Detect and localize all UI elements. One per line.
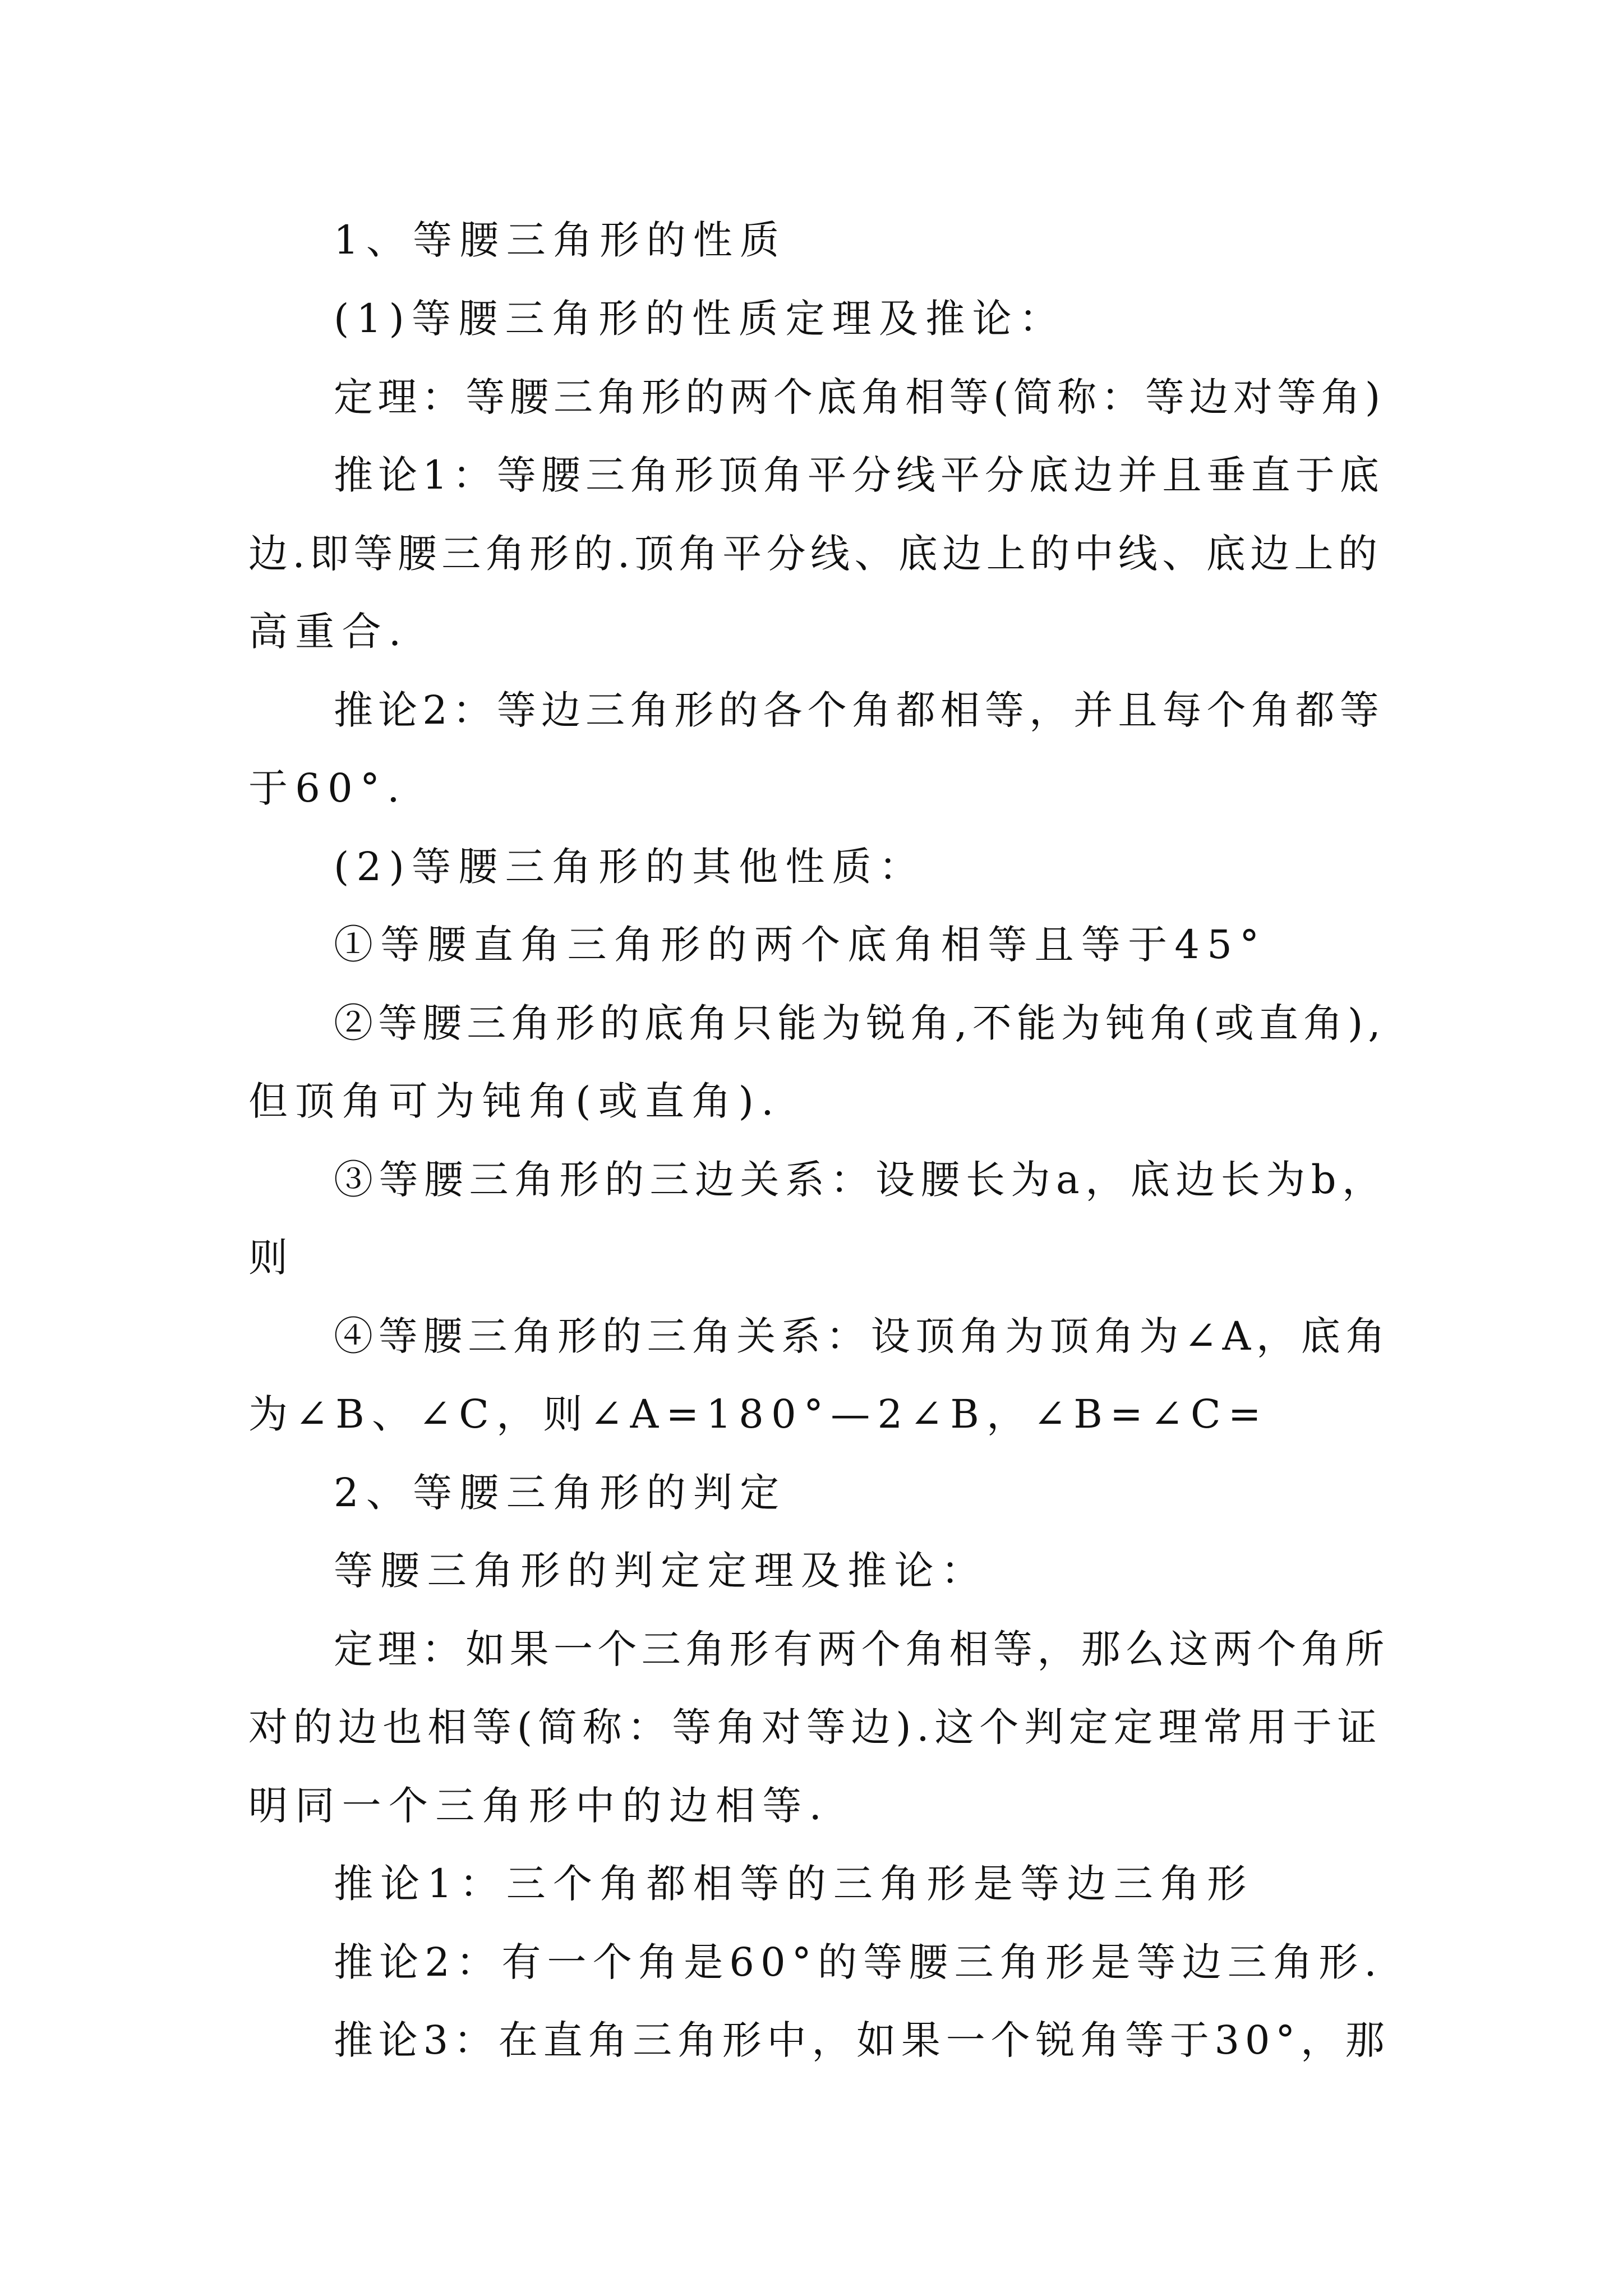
paragraph-corollary-2: 推论2：等边三角形的各个角都相等，并且每个角都等 — [334, 687, 1384, 733]
paragraph-corollary-2-cont: 于60°. — [248, 765, 407, 811]
subheading-property-theorems: (1)等腰三角形的性质定理及推论： — [334, 296, 1066, 342]
list-item-2-cont: 但顶角可为钝角(或直角). — [248, 1078, 781, 1124]
paragraph-det-corollary-1: 推论1：三个角都相等的三角形是等边三角形 — [334, 1861, 1254, 1907]
list-item-2: ②等腰三角形的底角只能为锐角,不能为钝角(或直角), — [334, 1000, 1386, 1046]
paragraph-theorem: 定理：等腰三角形的两个底角相等(简称：等边对等角) — [334, 374, 1385, 420]
paragraph-determination-cont-2: 明同一个三角形中的边相等. — [248, 1783, 829, 1829]
paragraph-det-corollary-2: 推论2：有一个角是60°的等腰三角形是等边三角形. — [334, 1939, 1383, 1985]
list-item-1: ①等腰直角三角形的两个底角相等且等于45° — [334, 922, 1267, 968]
paragraph-corollary-1-cont: 边.即等腰三角形的.顶角平分线、底边上的中线、底边上的 — [248, 531, 1382, 577]
paragraph-corollary-1-cont-2: 高重合. — [248, 609, 409, 655]
list-item-3: ③等腰三角形的三边关系：设腰长为a，底边长为b， — [334, 1157, 1387, 1203]
list-item-3-cont: 则 — [248, 1235, 296, 1281]
paragraph-corollary-1: 推论1：等腰三角形顶角平分线平分底边并且垂直于底 — [334, 452, 1384, 498]
paragraph-det-corollary-3: 推论3：在直角三角形中，如果一个锐角等于30°，那 — [334, 2017, 1390, 2063]
subheading-determination-theorems: 等腰三角形的判定定理及推论： — [334, 1548, 988, 1594]
paragraph-determination-theorem: 定理：如果一个三角形有两个角相等，那么这两个角所 — [334, 1626, 1389, 1672]
list-item-4: ④等腰三角形的三角关系：设顶角为顶角为∠A，底角 — [334, 1313, 1391, 1359]
subheading-other-properties: (2)等腰三角形的其他性质： — [334, 844, 926, 890]
section-heading-determination: 2、等腰三角形的判定 — [334, 1470, 787, 1516]
paragraph-determination-cont: 对的边也相等(简称：等角对等边).这个判定定理常用于证 — [248, 1704, 1382, 1750]
list-item-4-cont: 为∠B、∠C，则∠A=180°—2∠B，∠B=∠C= — [248, 1391, 1269, 1437]
section-heading-properties: 1、等腰三角形的性质 — [334, 217, 787, 263]
